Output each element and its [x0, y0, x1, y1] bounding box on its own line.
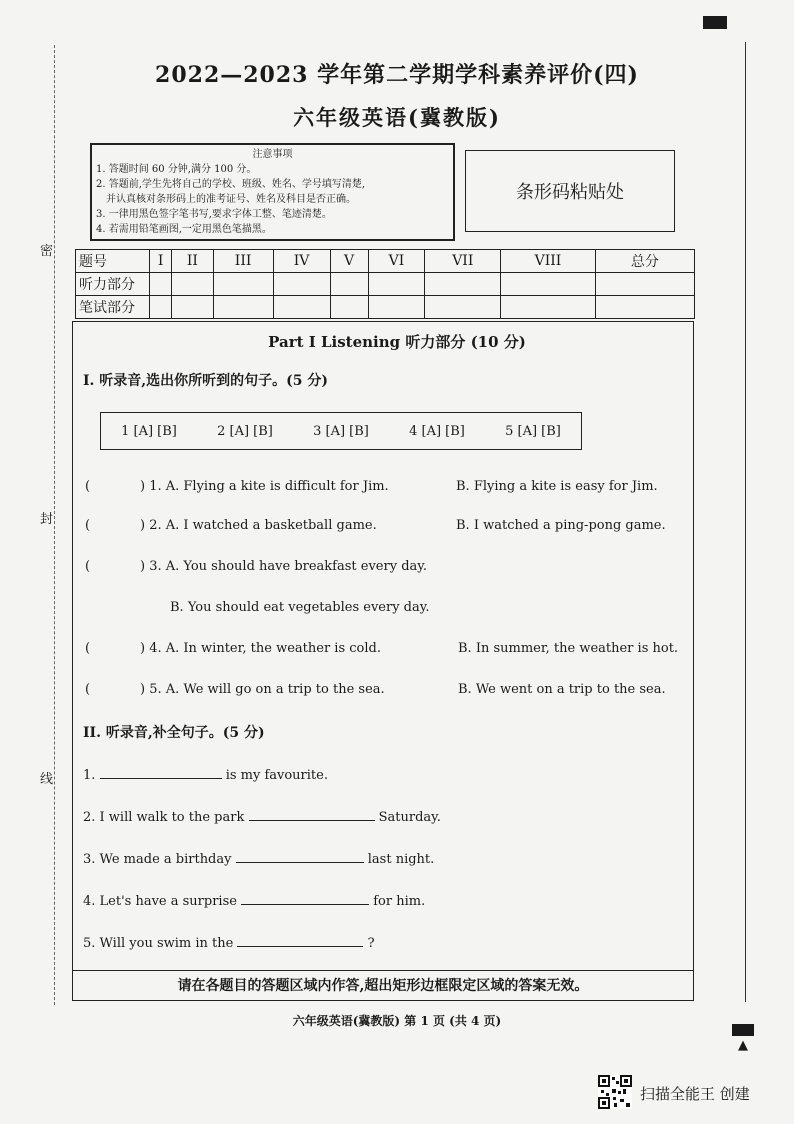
question-4-option-b: B. In summer, the weather is hot.	[458, 641, 679, 656]
exam-subtitle: 六年级英语(冀教版)	[293, 105, 501, 130]
notice-item: 2. 答题前,学生先将自己的学校、班级、姓名、学号填写清楚,	[96, 179, 366, 190]
question-4-option-a: ) 4. A. In winter, the weather is cold.	[140, 641, 381, 656]
notice-item: 1. 答题时间 60 分钟,满分 100 分。	[96, 164, 257, 175]
score-cell[interactable]	[172, 296, 213, 319]
answer-bubble-group[interactable]: 3 [A] [B]	[313, 423, 369, 439]
fill-in-item-2	[83, 808, 441, 825]
score-cell[interactable]	[330, 273, 368, 296]
answer-paren[interactable]: (	[85, 559, 91, 574]
fill-in-prefix: 2. I will walk to the park	[83, 810, 245, 825]
barcode-label: 条形码粘贴处	[516, 182, 624, 203]
side-mark-seal-2: 封	[40, 512, 54, 527]
score-table	[75, 249, 695, 319]
score-cell[interactable]	[273, 273, 330, 296]
fill-in-blank[interactable]	[237, 934, 363, 947]
side-mark-line: 线	[40, 772, 54, 787]
score-header-cell: IV	[273, 250, 330, 273]
fill-in-prefix: 3. We made a birthday	[83, 852, 232, 867]
answer-bubble-strip	[100, 412, 582, 450]
answer-bubble-group[interactable]: 4 [A] [B]	[409, 423, 465, 439]
score-cell[interactable]	[330, 296, 368, 319]
score-cell[interactable]	[150, 273, 172, 296]
section-2-title: II. 听录音,补全句子。(5 分)	[83, 725, 265, 741]
side-mark-seal: 密	[40, 244, 54, 259]
score-cell[interactable]	[501, 296, 596, 319]
fill-in-suffix: is my favourite.	[225, 768, 328, 783]
notice-item: 4. 若需用铅笔画图,一定用黑色笔描黑。	[96, 224, 272, 235]
question-3-option-a: ) 3. A. You should have breakfast every day.	[140, 559, 428, 574]
score-cell[interactable]	[595, 273, 694, 296]
score-cell[interactable]	[213, 273, 273, 296]
fill-in-item-1	[83, 766, 328, 783]
score-row-label: 听力部分	[76, 273, 150, 296]
answer-paren[interactable]: (	[85, 518, 91, 533]
answer-paren[interactable]: (	[85, 641, 91, 656]
binding-dashed-line	[54, 45, 55, 1005]
fill-in-blank[interactable]	[236, 850, 364, 863]
question-5-option-a: ) 5. A. We will go on a trip to the sea.	[140, 682, 385, 697]
question-3-option-b: B. You should eat vegetables every day.	[170, 600, 430, 615]
fill-in-prefix: 1.	[83, 768, 96, 783]
fill-in-suffix: last night.	[367, 852, 435, 867]
question-2-option-b: B. I watched a ping-pong game.	[456, 518, 666, 533]
score-header-cell: VII	[425, 250, 501, 273]
fill-in-item-5	[83, 934, 375, 951]
exam-title: 2022—2023 学年第二学期学科素养评价(四)	[155, 62, 639, 88]
fill-in-blank[interactable]	[249, 808, 375, 821]
fill-in-item-4	[83, 892, 425, 909]
barcode-sticker-area	[465, 150, 675, 232]
score-header-cell: VI	[368, 250, 425, 273]
fill-in-blank[interactable]	[241, 892, 369, 905]
fill-in-prefix: 5. Will you swim in the	[83, 936, 234, 951]
scanner-brand: 扫描全能王 创建	[640, 1085, 750, 1103]
fill-in-blank[interactable]	[100, 766, 222, 779]
score-cell[interactable]	[150, 296, 172, 319]
registration-mark-top	[703, 16, 727, 29]
score-cell[interactable]	[172, 273, 213, 296]
score-header-cell: 总分	[595, 250, 694, 273]
fill-in-suffix: ?	[367, 936, 375, 951]
notice-title: 注意事项	[252, 149, 293, 160]
answer-region-warning: 请在各题目的答题区域内作答,超出矩形边框限定区域的答案无效。	[72, 970, 694, 1001]
answer-bubble-group[interactable]: 1 [A] [B]	[121, 423, 177, 439]
question-2-option-a: ) 2. A. I watched a basketball game.	[140, 518, 377, 533]
score-cell[interactable]	[368, 296, 425, 319]
answer-bubble-group[interactable]: 2 [A] [B]	[217, 423, 273, 439]
score-row-label: 笔试部分	[76, 296, 150, 319]
score-cell[interactable]	[368, 273, 425, 296]
score-header-cell: III	[213, 250, 273, 273]
score-header-cell: I	[150, 250, 172, 273]
question-1-option-a: ) 1. A. Flying a kite is difficult for Jim.	[140, 479, 389, 494]
score-cell[interactable]	[501, 273, 596, 296]
qr-code-icon	[598, 1075, 632, 1109]
part-title: Part I Listening 听力部分 (10 分)	[268, 333, 526, 351]
score-cell[interactable]	[595, 296, 694, 319]
score-cell[interactable]	[213, 296, 273, 319]
notice-item: 并认真核对条形码上的准考证号、姓名及科目是否正确。	[106, 194, 356, 205]
score-header-cell: V	[330, 250, 368, 273]
notice-item: 3. 一律用黑色签字笔书写,要求字体工整、笔迹清楚。	[96, 209, 332, 220]
score-table-row	[76, 296, 695, 319]
score-table-row	[76, 273, 695, 296]
page-footer: 六年级英语(冀教版) 第 1 页 (共 4 页)	[292, 1014, 502, 1028]
section-1-title: I. 听录音,选出你所听到的句子。(5 分)	[83, 373, 329, 389]
question-1-option-b: B. Flying a kite is easy for Jim.	[456, 479, 658, 494]
notice-box	[90, 143, 455, 241]
answer-paren[interactable]: (	[85, 682, 91, 697]
score-cell[interactable]	[273, 296, 330, 319]
triangle-marker-icon: ▲	[738, 1038, 748, 1053]
right-edge-line	[745, 42, 746, 1002]
score-header-cell: II	[172, 250, 213, 273]
question-5-option-b: B. We went on a trip to the sea.	[458, 682, 666, 697]
fill-in-suffix: for him.	[373, 894, 426, 909]
fill-in-prefix: 4. Let's have a surprise	[83, 894, 237, 909]
answer-paren[interactable]: (	[85, 479, 91, 494]
answer-bubble-group[interactable]: 5 [A] [B]	[505, 423, 561, 439]
fill-in-item-3	[83, 850, 434, 867]
score-cell[interactable]	[425, 273, 501, 296]
fill-in-suffix: Saturday.	[378, 810, 441, 825]
score-cell[interactable]	[425, 296, 501, 319]
score-header-cell: 题号	[76, 250, 150, 273]
score-header-cell: VIII	[501, 250, 596, 273]
score-table-header-row	[76, 250, 695, 273]
